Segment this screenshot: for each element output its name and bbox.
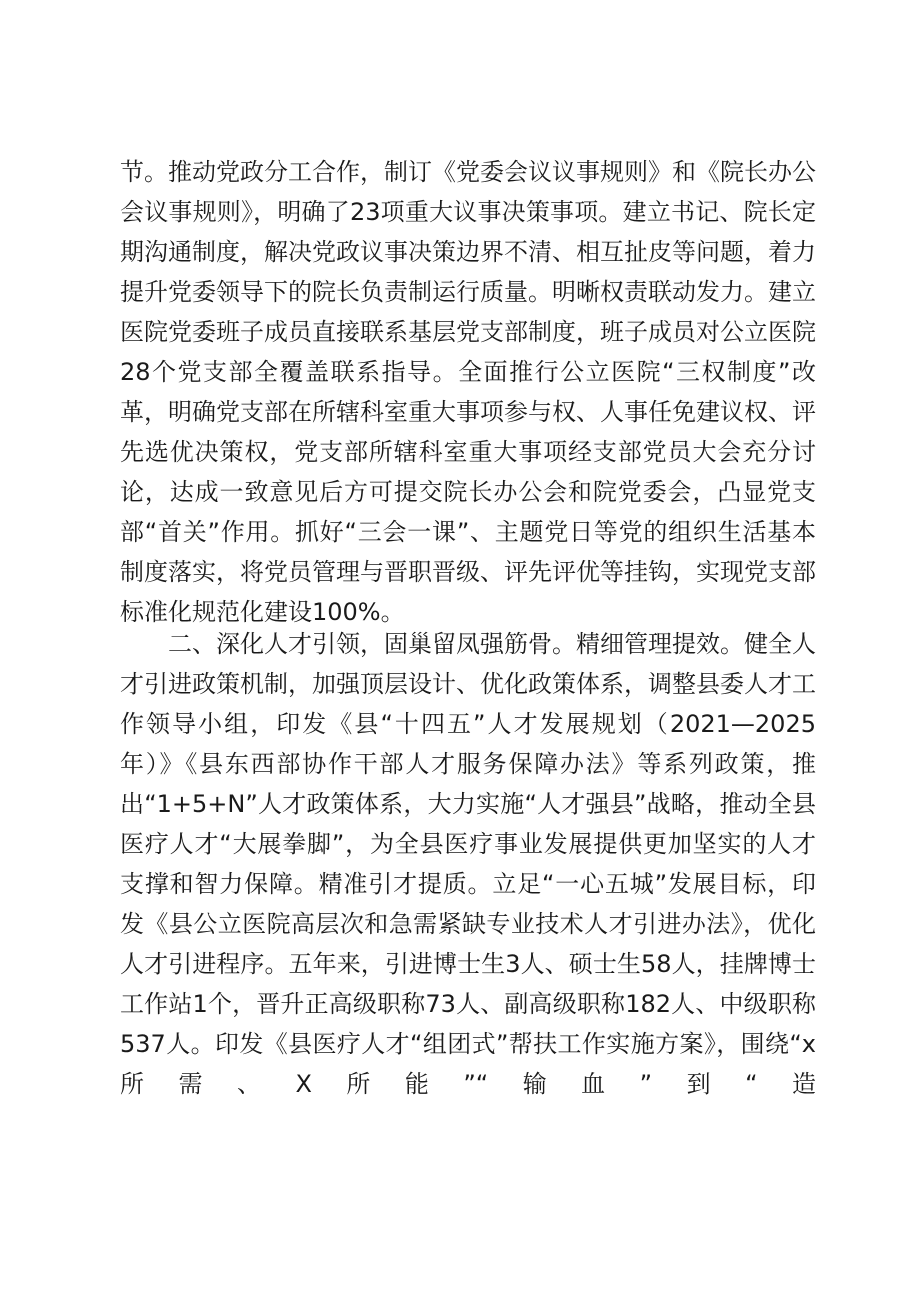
body-paragraph-2-text: 二、深化人才引领，固巢留凤强筋骨。精细管理提效。健全人才引进政策机制，加强顶层设计、优化政策体系，调整县委人才工作领导小组，印发《县“十四五”人才发展规划（2021—2025年）》《县东西部协作干部人才服务保障办法》等系列政策，推出“1+5+N”人才政策体系，大力实施“人才强县”战略，推动全县医疗人才“大展拳脚”，为全县医疗事业发展提供更加坚实的人才支撑和智力保障。精准引才提质。立足“一心五城”发展目标，印发《县公立医院高层次和急需紧缺专业技术人才引进办法》，优化人才引进程序。五年来，引进博士生3人、硕士生58人，挂牌博士工作站1个，晋升正高级职称73人、副高级职称182人、中级职称537人。印发《县医疗人才“组团式”帮扶工作实施方案》，围绕“x所需、X所能”“输血”到“造 [120, 630, 816, 1098]
body-paragraph-1: 节。推动党政分工合作，制订《党委会议议事规则》和《院长办公会议事规则》，明确了23项重大议事决策事项。建立书记、院长定期沟通制度，解决党政议事决策边界不清、相互扯皮等问题，着力提升党委领导下的院长负责制运行质量。明晰权责联动发力。建立医院党委班子成员直接联系基层党支部制度，班子成员对公立医院28个党支部全覆盖联系指导。全面推行公立医院“三权制度”改革，明确党支部在所辖科室重大事项参与权、人事任免建议权、评先选优决策权，党支部所辖科室重大事项经支部党员大会充分讨论，达成一致意见后方可提交院长办公会和院党委会，凸显党支部“首关”作用。抓好“三会一课”、主题党日等党的组织生活基本制度落实，将党员管理与晋职晋级、评先评优等挂钩，实现党支部标准化规范化建设100%。 [120, 158, 816, 626]
body-paragraph-2 [120, 624, 816, 1104]
